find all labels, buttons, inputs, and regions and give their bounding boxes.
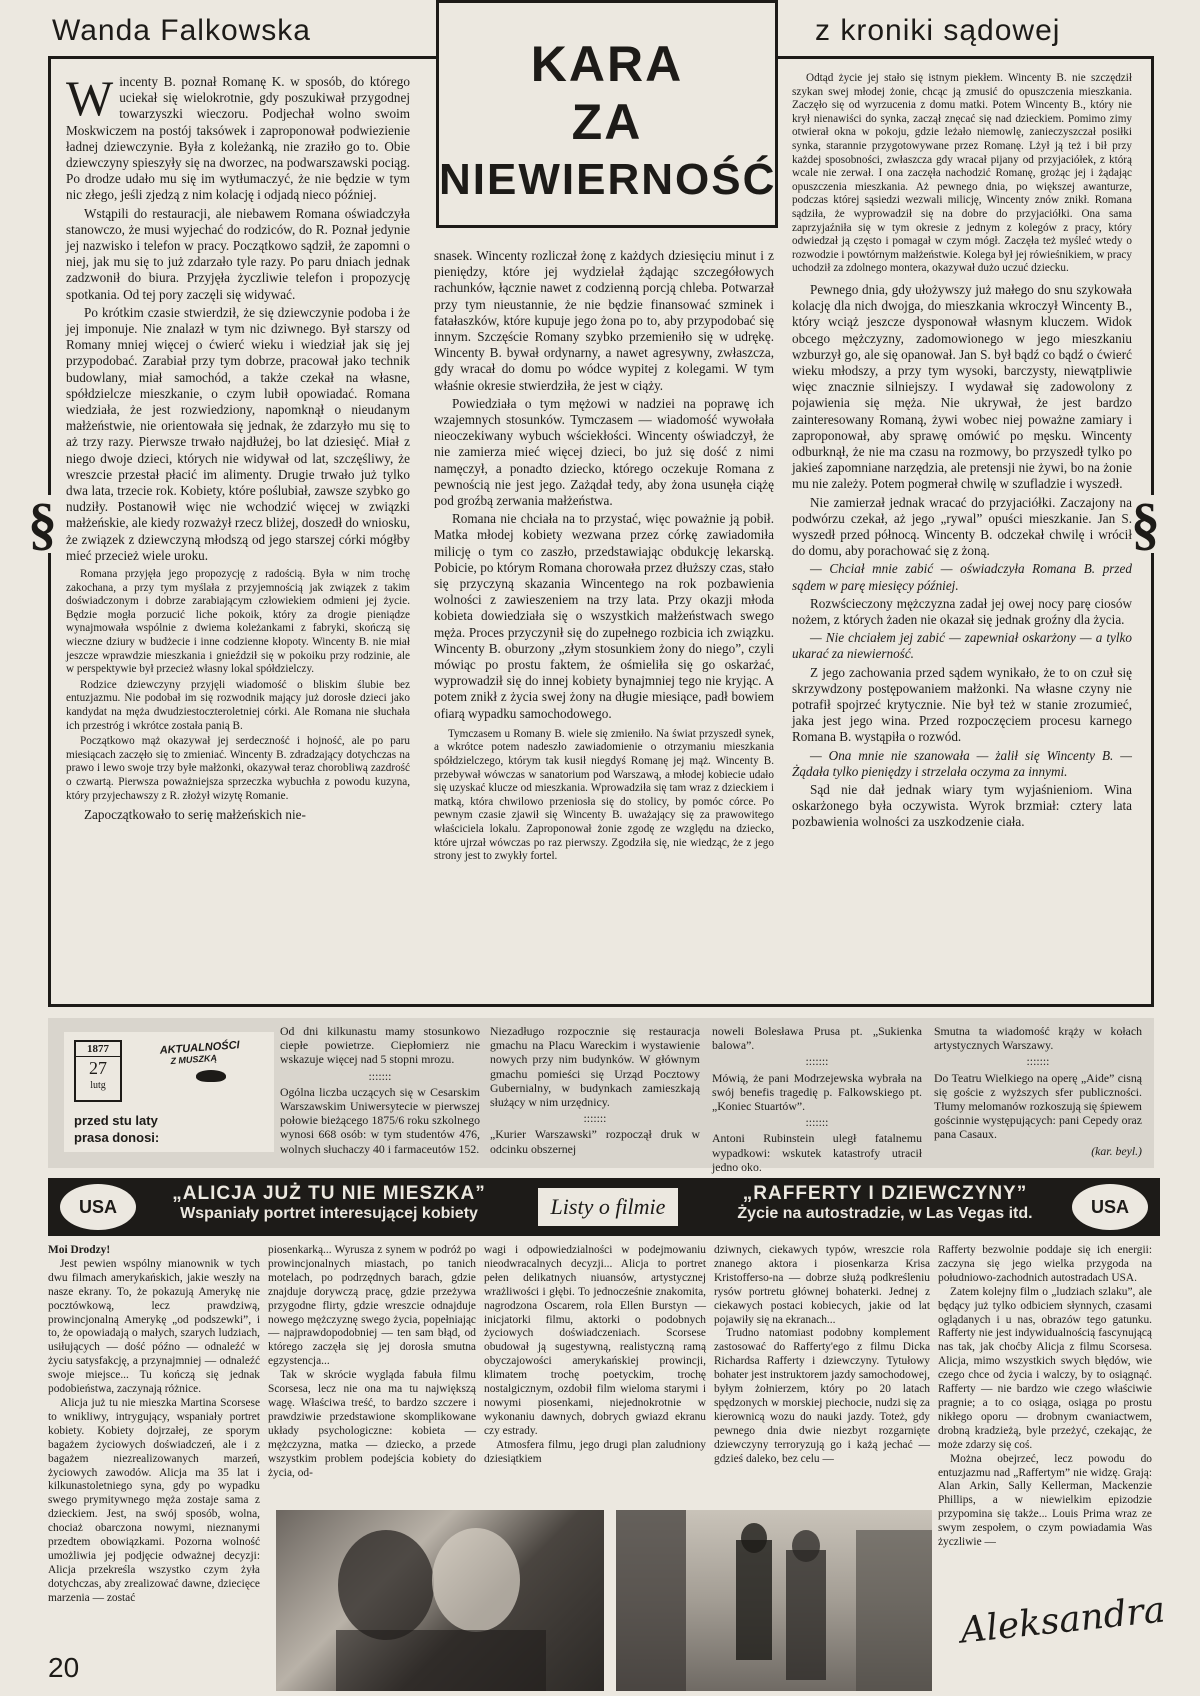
history-item: Smutna ta wiadomość krąży w kołach artystycznych Warszawy.	[934, 1024, 1142, 1053]
article-lead: incenty B. poznał Romanę K. w sposób, do którego uciekał się wielokrotnie, gdy poszukiwał przygodnej towarzyszki wieczoru. Podjechał wolno swoim Moskwiczem na postój taksówek i zaproponował podwiezienie ładnej dziewczynie. Była z koleżanką, nie zraziło go to. Obie dziewczyny spieszyły się na dworzec, na podwarszawski pociąg. Po drodze udało mu się im wytłumaczyć, że nie będzie w tym nic złego, jeśli zjedzą z nim kolację i odjadą nieco później.	[66, 74, 410, 203]
history-item: Niezadługo rozpocznie się restauracja gmachu na Placu Wareckim i wystawienie nowych przy nim budynków. W głównym gmachu pomieści się Urząd Pocztowy Gubernialny, w budynkach zamieszkają służący w nim urzędnicy.	[490, 1024, 700, 1110]
history-column-2	[490, 1024, 700, 1164]
article-small-block-1	[66, 568, 410, 803]
history-separator: :::::::	[1026, 1054, 1050, 1069]
page-number: 20	[48, 1652, 80, 1683]
article-paragraph: Sąd nie dał jednak wiary tym wyjaśnieniom. Wina oskarżonego była oczywista. Wyrok brzmiał: cztery lata pozbawienia wolności za uszkodzenie ciała.	[792, 782, 1132, 830]
article-small-paragraph: Odtąd życie jej stało się istnym piekłem. Wincenty B. nie szczędził szykan swej młodej żonie, chcąc ją zmusić do opuszczenia mieszkania. Zaczęło się od wyrzucenia z domu matki. Potem Wincenty B., który nie krył nienawiści do synka, zaczął znęcać się nad dzieckiem. Pomimo zimy otwierał okna w pokoju, gdzie leżało niemowlę, zanieczyszczał posiłki synka, starannie przygotowywane przez Romanę. Lżył ją też i bił przy każdej sposobności, zwłaszcza gdy wracał pijany od przyjaciółek, z którą wcale nie zerwał. I ona zaczęła nachodzić Romanę, grożąc jej i żądając opuszczenia mieszkania. Aż pewnego dnia, po większej awanturze, podczas której sąsiedzi wezwali milicję, Wincenty znów znikł. Romana sądziła, że wyprowadził się na dobre do przyjaciółki. Ona sama zaprzyjaźniła się w tym okresie z jednym z kolegów z pracy, który odwiedzał ją często i pomagał w czym mógł. Zaczęła też myśleć wtedy o rozwodzie i powtórnym małżeństwie. Kolega był jej rówieśnikiem, w pracy uchodził za zdolnego montera, okazywał dużo uczuć dziecku.	[792, 72, 1132, 275]
film-paragraph: Można obejrzeć, lecz powodu do entuzjazmu nad „Raffertym” nie widzę. Grają: Alan Arkin, Sally Kellerman, Mackenzie Phillips, a w niewielkim epizodzie przypomina się także... Louis Prima wraz ze swym zespołem, o czym powiadamia Was życzliwie —	[938, 1452, 1152, 1549]
history-separator: :::::::	[368, 1068, 392, 1083]
history-item: noweli Bolesława Prusa pt. „Sukienka balowa”.	[712, 1024, 922, 1053]
article-quote: — Ona mnie nie szanowała — żalił się Wincenty B. — Żądała tylko pieniędzy i strzelała oczyma za innymi.	[792, 747, 1132, 779]
film-paragraph: wagi i odpowiedzialności w podejmowaniu nieodwracalnych decyzji... Alicja to portret pełen delikatnych niuansów, artystycznej wrażliwości i głębi. To jednocześnie znakomita, nagrodzona Oscarem, rola Ellen Burstyn — inicjatorki filmu, aktorki o podobnych życiowych doświadczeniach. Scorsese obudował ją sugestywną, realistyczną ramą obyczajowości amerykańskiej prowincji, klimatem trochę poetyckim, trochę nostalgicznym, ozdobił film wieloma starymi i nowymi piosenkami, niejednokrotnie w wykonaniu dawnych, dobrych gwiazd ekranu czy estrady.	[484, 1244, 706, 1437]
article-paragraph: Powiedziała o tym mężowi w nadziei na poprawę ich wzajemnych stosunków. Tymczasem — wiadomość wywołała nieoczekiwany wybuch wściekłości. Wincenty oświadczył, że nie zamierza mieć więcej dzieci, bo już się dość z nimi namęczył, a ponadto dziecko, którego oczekuje Romana z pewnością nie jest jego. Zażądał tedy, aby żona usunęła ciążę pod groźbą zerwania małżeństwa.	[434, 395, 774, 509]
calendar-icon	[74, 1040, 122, 1102]
paragraph-sign-right: §	[1131, 491, 1160, 556]
history-caption	[74, 1112, 159, 1146]
film-photo-alice-figures	[276, 1510, 604, 1691]
title-line-1: KARA	[530, 36, 684, 92]
history-column-1	[280, 1024, 480, 1164]
history-separator: :::::::	[583, 1111, 607, 1126]
film-column-2	[268, 1244, 476, 1506]
article-paragraph: snasek. Wincenty rozliczał żonę z każdych dziesięciu minut i z pieniędzy, które jej wydzielał żądając szczegółowych rachunków, łącznie nawet z codzienną porcją chleba. Potwarzał przy tym nieustannie, że nie będzie finansować szminek i fatałaszków, które kupuje jego żona po to, aby przypodobać się innym. Szczęście Romany szybko przemieniło się w udrękę. Wincenty B. bywał ordynarny, a nawet agresywny, zwłaszcza, gdy wracał do domu po wódce wypitej z kolegami. W tym właśnie okresie stwierdziła, że jest w ciąży.	[434, 248, 774, 393]
film-paragraph: Trudno natomiast podobny komplement zastosować do Rafferty'ego z filmu Dicka Richardsa Rafferty i dziewczyny. Tytułowy bohater jest instruktorem jazdy samochodowej, byłym żołnierzem, który po 20 latach spędzonych w morskiej piechocie, nudzi się za kierownicą wozu do nauki jazdy. Toteż, gdy pewnego dnia dwie niezbyt rozgarnięte dziewczyny terroryzują go i każą jechać — gdzieś daleko, bez celu —	[714, 1327, 930, 1465]
article-column-2	[434, 248, 774, 994]
article-top-rule-right	[774, 56, 1154, 59]
film-left-heading	[144, 1183, 514, 1223]
article-quote: — Nie chciałem jej zabić — zapewniał oskarżony — a tylko ukarać za niewierność.	[792, 630, 1132, 662]
film-photo-rafferty	[616, 1510, 932, 1691]
article-quote: — Chciał mnie zabić — oświadczyła Romana B. przed sądem w parę miesięcy później.	[792, 561, 1132, 593]
history-separator: :::::::	[805, 1054, 829, 1069]
film-salutation: Moi Drodzy!	[48, 1244, 111, 1256]
history-item: Mówią, że pani Modrzejewska wybrała na swój benefis tragedię p. Falkowskiego pt. „Koniec Stuartów”.	[712, 1070, 922, 1114]
title-line-2: ZA	[571, 94, 643, 150]
article-column-3	[792, 72, 1132, 994]
calendar-day: 27	[89, 1058, 107, 1078]
article-column-1	[66, 70, 410, 996]
film-paragraph: Rafferty bezwolnie poddaje się ich energii: zaczyna się jego wielka przygoda na południowo-zachodnich autostradach USA.	[938, 1244, 1152, 1284]
author-name: Wanda Falkowska	[52, 14, 311, 47]
article-title	[439, 35, 775, 209]
article-paragraph: Wstąpili do restauracji, ale niebawem Romana oświadczyła stanowczo, że musi wyjechać do rodziców, do R. Poznał jedynie jej nazwisko i telefon w pracy. Początkowo sądził, że zapomni o niej, jak mu się to już zdarzało tyle razy. Po paru dniach jednak zadzwonił do biura. Przyjęła życzliwie telefon i propozycję spotkania. Od tej pory zaczęli się widywać.	[66, 205, 410, 302]
film-left-subtitle: Wspaniały portret interesującej kobiety	[180, 1205, 478, 1222]
article-small-paragraph: Tymczasem u Romany B. wiele się zmieniło. Na świat przyszedł synek, a wkrótce potem nadeszło zawiadomienie o otrzymaniu mieszkania spółdzielczego, którym tak kusił niegdyś Romanę jej mąż. Wincenty B. przebywał wówczas w sanatorium pod Warszawą, a młodej kobiecie udało się uzyskać klucze od mieszkania. Wprowadziła się tam wraz z dzieckiem i matką, która chwilowo przeniosła się do stolicy, by pomóc córce. Po pewnym czasie zjawił się Wincenty B. uważający się za prawowitego właściciela lokalu. Zaproponował żonie zgodę ze względu na dziecko, które ujrzał wówczas po raz pierwszy. Zgodziła się, nie wiedząc, że z jego strony jest to zwykły fortel.	[434, 727, 774, 863]
section-name: z kroniki sądowej	[815, 14, 1061, 47]
history-item: Antoni Rubinstein uległ fatalnemu wypadkowi: wskutek katastrofy utracił jedno oko.	[712, 1131, 922, 1174]
calendar-month: lutg	[90, 1080, 106, 1091]
film-column-1	[48, 1244, 260, 1664]
news-logo	[159, 1039, 240, 1067]
history-caption-2: prasa donosi:	[74, 1130, 160, 1145]
film-right-title: „RAFFERTY I DZIEWCZYNY”	[742, 1183, 1028, 1204]
usa-badge-left: USA	[60, 1184, 136, 1230]
film-photo-alice	[276, 1510, 604, 1691]
film-column-3	[484, 1244, 706, 1506]
film-paragraph: dziwnych, ciekawych typów, wreszcie rola znanego aktora i piosenkarza Krisa Kristofferso-na — dobrze służą podkreśleniu rysów portretu głównej bohaterki. Jednej z ciekawych postaci kobiecych, jakie od lat pojawiły się na ekranach...	[714, 1244, 930, 1326]
film-paragraph: Atmosfera filmu, jego drugi plan zaludniony dziesiątkiem	[484, 1438, 706, 1465]
article-paragraph: Rozwścieczony mężczyzna zadał jej owej nocy parę ciosów nożem, z których żaden nie okazał się jednak groźny dla życia.	[792, 595, 1132, 627]
usa-badge-right: USA	[1072, 1184, 1148, 1230]
film-photo-rafferty-figures	[616, 1510, 932, 1691]
bowtie-icon	[196, 1070, 226, 1082]
film-column-5	[938, 1244, 1152, 1584]
film-paragraph: Tak w skrócie wygląda fabuła filmu Scorsesa, lecz nie ona ma tu największą wagę. Właściwa treść, to bardzo szczere i prawdziwie przedstawione skomplikowane układy psychologiczne: kobieta — mężczyzna, matka — dziecko, a przede wszystkim problem podejścia kobiety do życia, od-	[268, 1369, 476, 1479]
history-separator: :::::::	[805, 1115, 829, 1130]
article-bottom-rule	[48, 1004, 1154, 1007]
paragraph-sign-left: §	[28, 491, 57, 556]
film-letters-label: Listy o filmie	[538, 1188, 678, 1226]
history-stamp-area	[64, 1032, 274, 1152]
film-right-subtitle: Życie na autostradzie, w Las Vegas itd.	[737, 1205, 1033, 1222]
history-item: Od dni kilkunastu mamy stosunkowo ciepłe powietrze. Ciepłomierz nie wskazuje więcej nad 5 stopni mrozu.	[280, 1024, 480, 1067]
article-paragraph: Romana nie chciała na to przystać, więc poważnie ją pobił. Matka młodej kobiety wezwana przez córkę zawiadomiła milicję o tym co zaszło, przedstawiając obdukcję lekarską. Pobicie, po którym Romana chorowała przez dłuższy czas, stało się przyczyną skazania Wincentego na rok pozbawienia wolności z zawieszeniem na trzy lata. Przy okazji młoda kobieta dowiedziała się o wszystkich małżeństwach swego męża. Proces przyczynił się do zupełnego rozbicia ich związku. Wincenty B. oburzony „złym stosunkiem żony do niego”, czyli mówiąc po prostu faktem, że ośmieliła się go oskarżać, wyprowadził się do innej kobiety bynajmniej tego nie kryjąc. A potem znikł z życia swej żony na długie miesiące, padł bowiem ofiarą wypadku samochodowego.	[434, 511, 774, 721]
article-paragraph: Po krótkim czasie stwierdził, że się dziewczynie podoba i że jej imponuje. Nie znalazł w tym nic dziwnego. Był starszy od Romany mniej więcej o ćwierć wieku i wiedział jak się jej przypodobać. Zarabiał przy tym dobrze, pracował jako technik budowlany, miał samochód, a także czekał na własne, spółdzielcze mieszkanie, o czym lubił opowiadać. Romana wiedziała, że jest rozwiedziony, napomknął o nieudanym małżeństwie, nie orientowała się jednak, że zdarzyło mu się to aż trzy razy. Pierwsze trwało najdłużej, bo lat dziesięć. Miał z niego dwoje dzieci, których nie widywał od lat, szczęśliwy, że wreszcie przestał płacić im alimenty. Drugie trwało już tylko dwa lata, trzecie rok. Kobiety, które poślubiał, zawsze szybko go nudziły. Postanowił więc nie wchodzić więcej w związki małżeńskie, ale kiedy rozważył rzecz bliżej, doszedł do wniosku, że związek z dziewczyną młodszą od jego starszej córki mógłby mieć przecież wiele uroku.	[66, 304, 410, 563]
film-left-title: „ALICJA JUŻ TU NIE MIESZKA”	[172, 1183, 486, 1204]
news-logo-sub: Z MUSZKĄ	[170, 1052, 218, 1067]
film-signature: Aleksandra	[958, 1589, 1168, 1652]
title-line-3: NIEWIERNOŚĆ	[439, 155, 777, 204]
drop-cap: W	[66, 70, 114, 126]
news-logo-text: AKTUALNOŚCI	[159, 1039, 241, 1057]
title-box	[436, 0, 778, 228]
article-small-paragraph: Romana przyjęła jego propozycję z radością. Była w nim trochę zakochana, a przy tym myślała z przyjemnością jak związek z takim doświadczonym i dobrze zarabiającym człowiekiem odmieni jej życie. Będzie mogła porzucić liche pokoik, który za drogie pieniądze wynajmowała wspólnie z dwiema koleżankami z fabryki, skończą się wieczne dziury w budżecie i inne codzienne kłopoty. Wincenty B. nie miał jeszcze wprawdzie mieszkania i gnieździł się w pokoiku przy rodzinie, ale w perspektywie był przecież własny lokal spółdzielczy.	[66, 568, 410, 676]
film-paragraph: Jest pewien wspólny mianownik w tych dwu filmach amerykańskich, jakie weszły na nasze ekrany. To, że pokazują Amerykę nie pocztówkową, lecz prawdziwą, prowincjonalną Amerykę „od podszewki”, i to, że opowiadają o małych, szarych ludziach, usiłujących — dość późno — odnaleźć w życiu satysfakcję, a przynajmniej — odnaleźć swoje miejsce... Tu kończą się jednak podobieństwa, zaczynają różnice.	[48, 1257, 260, 1396]
article-small-paragraph: Początkowo mąż okazywał jej serdeczność i hojność, ale po paru miesiącach zaczęło się to zmieniać. Wincenty B. zdradzający dotychczas na prawo i lewo swoje trzy byłe małżonki, okazywał teraz chorobliwą zazdrość o czwartą. Pierwsza poważniejsza sprzeczka wybuchła z powodu kuzyna, który przyjechawszy z R. złożył wizytę Romanie.	[66, 735, 410, 802]
history-item: „Kurier Warszawski” rozpoczął druk w odcinku obszernej	[490, 1127, 700, 1156]
film-paragraph: piosenkarką... Wyrusza z synem w podróż po prowincjonalnych miastach, po tanich motelach, po podrzędnych barach, gdzie znajduje dorywczą pracę, gdzie przeżywa przygodne flirty, gdzie wreszcie odnajduje nowego mężczyznę swego życia, popełniając — najprawdopodobniej — ten sam błąd, od którego zaczęła się jej dorosła smutna egzystencja...	[268, 1244, 476, 1368]
article-paragraph: Z jego zachowania przed sądem wynikało, że to on czuł się skrzywdzony postępowaniem małżonki. Na własne czyny nie potrafił spojrzeć krytycznie. Nie był też w stanie zrozumieć, jaka jest jego wina. Przed rozpoczęciem procesu karnego Romana B. wystąpiła o rozwód.	[792, 664, 1132, 745]
calendar-year: 1877	[76, 1042, 120, 1057]
article-paragraph: Zapoczątkowało to serię małżeńskich nie-	[84, 807, 306, 823]
history-item: Do Teatru Wielkiego na operę „Aide” cisną się goście z wyższych sfer publiczności. Tłumy melomanów rozkoszują się śpiewem gościnnie występujących: pani Cepedy oraz pana Casaux.	[934, 1070, 1142, 1142]
film-right-heading	[700, 1183, 1070, 1223]
history-signature: (kar. beyl.)	[1091, 1143, 1142, 1158]
history-column-3	[712, 1024, 922, 1174]
history-item: Ogólna liczba uczących się w Cesarskim Warszawskim Uniwersytecie w pierwszej połowie bieżącego 1875/6 roku szkolnego wynosi 668 osób: w tym studentów 476, wolnych słuchaczy 40 i farmaceutów 152.	[280, 1084, 480, 1156]
film-paragraph: Alicja już tu nie mieszka Martina Scorsese to wnikliwy, intrygujący, wspaniały portret kobiety. Kobiety dojrzałej, ze sporym bagażem życiowych doświadczeń, ale i z bagażem niezrealizowanych marzeń, życiowych zawodów. Alicja ma 35 lat i kilkunastoletniego syna, gdy po wypadku swego prymitywnego męża zostaje sama z dzieckiem. Jest, na swój sposób, wolna, chociaż obarczona nowymi, nieznanymi przedtem obowiązkami. Pozorna wolność umożliwia jej podjęcie odważnej decyzji: Alicja przekreśla wszystko czym żyła dotychczas, aby zrealizować dawne, dziecięce marzenia — zostać	[48, 1396, 260, 1604]
article-top-rule-left	[48, 56, 436, 59]
article-paragraph: Nie zamierzał jednak wracać do przyjaciółki. Zaczajony na podwórzu czekał, aż jego „rywal” opuści mieszkanie. Jan S. wyszedł przed północą. Wincenty B. odczekał chwilę i wrócił do domu, aby porachować się z żoną.	[792, 494, 1132, 559]
article-paragraph: Pewnego dnia, gdy ułożywszy już małego do snu szykowała kolację dla nich dwojga, do mieszkania wkroczył Wincenty B., który wciąż jeszcze dysponował własnym kluczem. Widok obcego mężczyzny, zadomowionego w jego mieszkaniu wzburzył go, ale się opanował. Jan S. był bądź co bądź o ćwierć wieku młodszy, a przy tym wysoki, barczysty, niewątpliwie więc znacznie silniejszy. I wydawał się zadowolony z pojawienia się męża. Nie ukrywał, że jest bardzo zainteresowany Romaną, żywi wobec niej poważne zamiary i zaproponował, aby sprawę omówić po męsku. Wincenty odburknął, że nie ma czasu na rozmowy, bo przyszedł tylko po jakieś zapomniane narzędzia, ale pretensji nie żywi, bo na żonie mu nie zależy. Potem pogmerał chwilę w szufladzie i wyszedł.	[792, 281, 1132, 492]
history-column-4	[934, 1024, 1142, 1164]
film-paragraph: Zatem kolejny film o „ludziach szlaku”, ale będący już tylko odbiciem słynnych, czasami oglądanych i u nas, obrazów tego gatunku. Rafferty nie jest indywidualnością fascynującą nas tak, jak choćby Alicja z filmu Scorsesa. Alicja, mimo wszystkich swych błędów, wie czego chce od życia i walczy, by to osiągnąć. Rafferty — nie bardzo wie czego właściwie pragnie; a to co osiąga, osiąga po prostu nikłego oporu — drobnym cwaniactwem, drobną kradzieżą, byle przeżyć, czekając, że może zdarzy się coś.	[938, 1285, 1152, 1451]
film-column-4	[714, 1244, 930, 1506]
article-small-block-2	[434, 728, 774, 864]
article-small-block-3	[792, 72, 1132, 276]
history-caption-1: przed stu laty	[74, 1113, 158, 1128]
article-small-paragraph: Rodzice dziewczyny przyjęli wiadomość o bliskim ślubie bez entuzjazmu. Nie podobał im się rozwodnik mający już dorosłe dzieci jako kandydat na męża dwudziestoczteroletniej córki. Ale Romana nie słuchała ich przestróg i wkrótce została panią B.	[66, 678, 410, 732]
